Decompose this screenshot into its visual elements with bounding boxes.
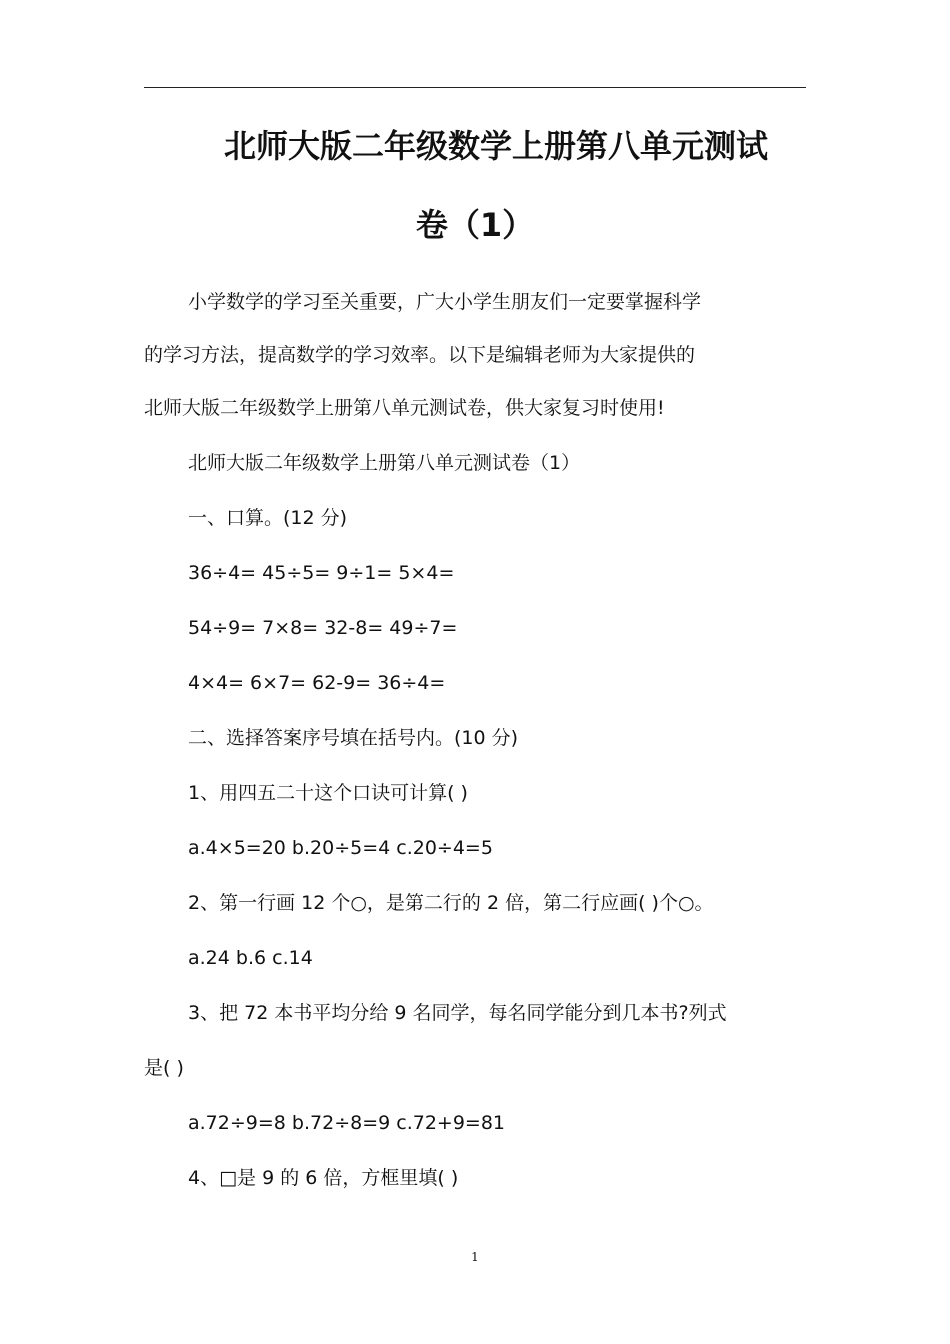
question-1: 1、用四五二十这个口诀可计算( ) xyxy=(188,782,468,804)
section-2-heading: 二、选择答案序号填在括号内。(10 分) xyxy=(188,727,519,749)
intro-paragraph xyxy=(144,276,806,435)
oral-calc-row: 54÷9= 7×8= 32-8= 49÷7= xyxy=(188,617,458,639)
document-title-line-2: 卷（1） xyxy=(415,206,535,244)
section-1-heading: 一、口算。(12 分) xyxy=(188,507,348,529)
question-3-line-1: 3、把 72 本书平均分给 9 名同学，每名同学能分到几本书?列式 xyxy=(188,1002,727,1024)
header-rule xyxy=(144,87,806,88)
page-number: 1 xyxy=(471,1250,479,1264)
document-title-line-1: 北师大版二年级数学上册第八单元测试 xyxy=(224,127,769,165)
oral-calc-row: 4×4= 6×7= 62-9= 36÷4= xyxy=(188,672,446,694)
question-1-options: a.4×5=20 b.20÷5=4 c.20÷4=5 xyxy=(188,837,493,859)
intro-line: 北师大版二年级数学上册第八单元测试卷，供大家复习时使用! xyxy=(144,397,665,419)
question-2-options: a.24 b.6 c.14 xyxy=(188,947,313,969)
test-subtitle: 北师大版二年级数学上册第八单元测试卷（1） xyxy=(188,452,581,474)
question-2: 2、第一行画 12 个○，是第二行的 2 倍，第二行应画( )个○。 xyxy=(188,892,714,914)
question-4: 4、□是 9 的 6 倍，方框里填( ) xyxy=(188,1167,459,1189)
intro-line: 小学数学的学习至关重要，广大小学生朋友们一定要掌握科学 xyxy=(188,291,702,313)
question-3-options: a.72÷9=8 b.72÷8=9 c.72+9=81 xyxy=(188,1112,506,1134)
oral-calc-row: 36÷4= 45÷5= 9÷1= 5×4= xyxy=(188,562,455,584)
question-3-line-2: 是( ) xyxy=(144,1057,184,1079)
intro-line: 的学习方法，提高数学的学习效率。以下是编辑老师为大家提供的 xyxy=(144,344,696,366)
